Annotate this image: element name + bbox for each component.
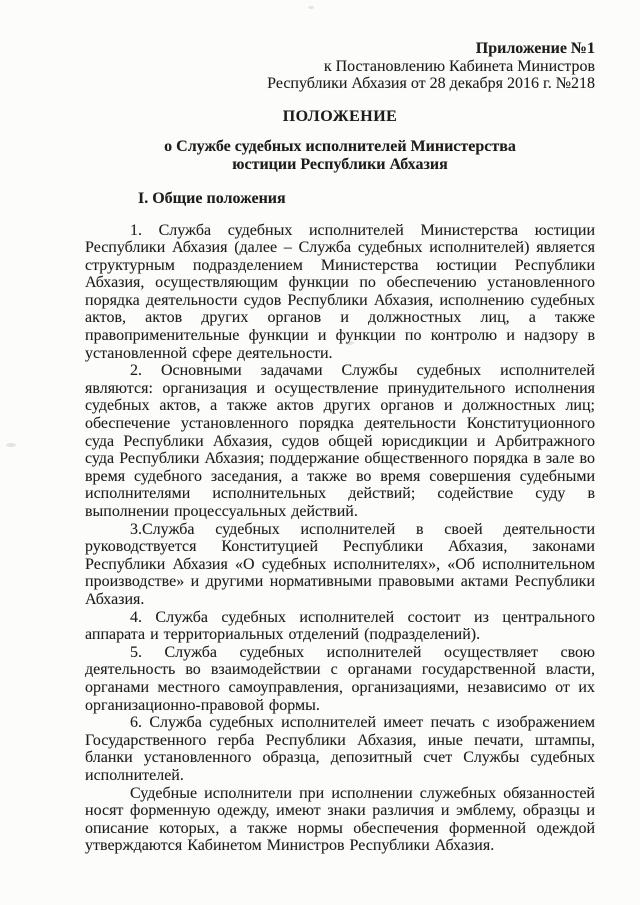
scan-artifact <box>345 341 354 345</box>
paragraph-4: 4. Служба судебных исполнителей состоит из центрального аппарата и территориальных отделений (подразделений). <box>85 608 595 644</box>
section-heading-general-provisions: I. Общие положения <box>138 190 286 207</box>
appendix-number: Приложение №1 <box>475 40 595 57</box>
document-subtitle <box>85 138 595 173</box>
document-title: ПОЛОЖЕНИЕ <box>282 107 398 125</box>
paragraph-2: 2. Основными задачами Службы судебных исполнителей являются: организация и осуществление принудительного исполнения судебных актов, а также актов других органов и должностных лиц; обеспечение установленного порядка деятельности Конституционного суда Республики Абхазия, судов общей юрисдикции и Арбитражного суда Республики Абхазия; поддержание общественного порядка в зале во время судебного заседания, а также во время совершения судебными исполнителями исполнительных действий; содействие суду в выполнении процессуальных действий. <box>85 362 595 520</box>
document-subtitle-line2: юстиции Республики Абхазия <box>232 155 448 173</box>
paragraph-3: 3.Служба судебных исполнителей в своей деятельности руководствуется Конституцией Республики Абхазия, законами Республики Абхазия «О судебных исполнителях», «Об исполнительном производстве» и другими нормативными правовыми актами Республики Абхазия. <box>85 520 595 608</box>
document-subtitle-line1: о Службе судебных исполнителей Министерства <box>164 138 516 155</box>
resolution-date-number-line: Республики Абхазия от 28 декабря 2016 г. №218 <box>267 75 595 92</box>
paragraph-5: 5. Служба судебных исполнителей осуществляет свою деятельность во взаимодействии с органами государственной власти, органами местного самоуправления, организациями, независимо от их организационно-правовой формы. <box>85 643 595 714</box>
paragraph-1: 1. Служба судебных исполнителей Министерства юстиции Республики Абхазия (далее – Служба судебных исполнителей) является структурным подразделением Министерства юстиции Республики Абхазия, осуществляющим функции по обеспечению установленного порядка деятельности судов Республики Абхазия, исполнению судебных актов, актов других органов и должностных лиц, а также правоприменительные функции и функции по контролю и надзору в установленной сфере деятельности. <box>85 221 595 362</box>
scan-artifact <box>308 6 314 9</box>
paragraph-6: 6. Служба судебных исполнителей имеет печать с изображением Государственного герба Республики Абхазия, иные печати, штампы, бланки установленного образца, депозитный счет Службы судебных исполнителей. <box>85 714 595 784</box>
paragraph-uniform: Судебные исполнители при исполнении служебных обязанностей носят форменную одежду, имеют знаки различия и эмблему, образцы и описание которых, а также нормы обеспечения форменной одеждой утверждаются Кабинетом Министров Республики Абхазия. <box>85 784 595 855</box>
resolution-reference-line: к Постановлению Кабинета Министров <box>323 57 595 75</box>
document-body <box>85 222 595 855</box>
scan-artifact <box>6 443 16 447</box>
appendix-header <box>85 40 595 93</box>
